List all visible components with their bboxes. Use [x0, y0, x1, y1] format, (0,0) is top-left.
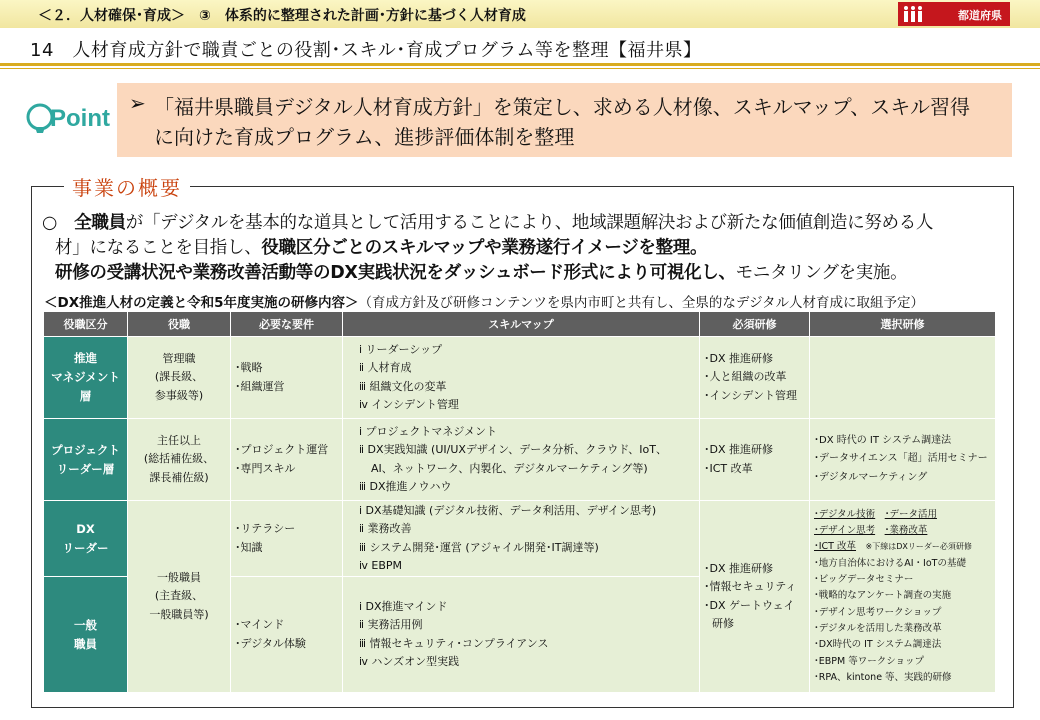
breadcrumb: ＜２．人材確保･育成＞ ③ 体系的に整理された計画･方針に基づく人材育成 [38, 8, 526, 24]
column-header: 必要な要件 [231, 312, 343, 337]
cell-line: DX [76, 521, 95, 536]
table-header-row [44, 312, 996, 337]
underlined-item: ･業務改革 [884, 525, 928, 537]
title-rule-thin [0, 68, 1040, 69]
cell-line: ⅱ 実務活用例 [359, 618, 423, 631]
cell-line: ･専門スキル [235, 461, 296, 475]
cell-line: ⅱ DX実践知識 (UI/UXデザイン、データ分析、クラウド、IoT、 [359, 443, 667, 456]
cell-line: 推進 [74, 351, 97, 365]
footnote: ※下線はDXリーダー必須研修 [865, 542, 972, 552]
table-row [44, 501, 996, 577]
cell-line: 一般職員 [157, 570, 201, 584]
cell-line: リーダー [62, 540, 109, 555]
requirements-cell [231, 501, 343, 577]
overview-paragraph-1 [42, 209, 933, 234]
cell-line: ･ビッグデータセミナー [814, 574, 914, 586]
cell-line: ･デジタルマーケティング [814, 471, 928, 483]
cell-line: 管理職 [162, 351, 196, 365]
emphasis-dashboard: 研修の受講状況や業務改善活動等のDX実践状況をダッシュボード形式により可視化し、 [55, 263, 736, 283]
cell-line: ⅳ ハンズオン型実践 [359, 655, 460, 668]
cell-line: ･マインド [235, 618, 285, 631]
cell-line: 参事級等) [154, 388, 204, 402]
cell-line: 課長補佐級) [149, 470, 209, 484]
category-cell [44, 337, 128, 419]
cell-line: 層 [79, 389, 92, 403]
page-title: 14 人材育成方針で職責ごとの役割･スキル･育成プログラム等を整理【福井県】 [30, 40, 702, 61]
position-cell [128, 501, 231, 693]
optional-training-cell [810, 501, 996, 693]
cell-line: 研修 [712, 617, 734, 630]
cell-line: ⅰ DX推進マインド [359, 599, 448, 613]
cell-line: ⅰ DX基礎知識 (デジタル技術、データ利活用、デザイン思考) [359, 503, 657, 517]
cell-line [814, 523, 991, 539]
requirements-cell [231, 419, 343, 501]
cell-line: ･戦略 [235, 361, 263, 374]
cell-line: ･DX 推進研修 [704, 351, 774, 365]
table-subheading [44, 291, 924, 311]
optional-training-cell [810, 337, 996, 419]
cell-line: (課長級、 [154, 370, 204, 384]
cell-line: ･人と組織の改革 [704, 370, 787, 384]
cell-line: ･知識 [235, 540, 263, 554]
cell-line: 一般職員等) [149, 607, 209, 621]
cell-line: ･DX 時代の IT システム調達法 [814, 434, 952, 446]
category-cell [44, 577, 128, 693]
cell-line: ･プロジェクト運営 [235, 443, 329, 456]
cell-line: マネジメント [51, 370, 120, 384]
badge-label: 都道府県 [958, 9, 1002, 22]
cell-line: ･EBPM 等ワークショップ [814, 655, 925, 667]
underlined-item: ･デザイン思考 [814, 525, 876, 537]
cell-line: ⅲ システム開発･運営 (アジャイル開発･IT調達等) [359, 540, 599, 554]
cell-line: ･リテラシー [235, 522, 296, 535]
cell-line: ⅰ リーダーシップ [359, 342, 443, 356]
requirements-cell [231, 577, 343, 693]
underlined-item: ･ICT 改革 [814, 541, 857, 553]
prefecture-badge [898, 2, 1010, 26]
top-header-bar [0, 0, 1040, 28]
required-training-cell [700, 419, 810, 501]
position-cell [128, 419, 231, 501]
bullet-circle: ○ [42, 213, 75, 233]
cell-line: ･ICT 改革 [704, 461, 753, 475]
point-line-1: 「福井県職員デジタル人材育成方針」を策定し、求める人材像、スキルマップ、スキル習得 [154, 95, 970, 119]
cell-line: ･地方自治体におけるAI・IoTの基礎 [814, 557, 966, 569]
cell-line: リーダー層 [56, 461, 115, 476]
position-cell [128, 337, 231, 419]
point-box [117, 83, 1012, 157]
cell-line: ⅰ プロジェクトマネジメント [359, 424, 498, 438]
emphasis-skill-map: 役職区分ごとのスキルマップや業務遂行イメージを整理。 [261, 238, 708, 258]
cell-line: 主任以上 [157, 433, 201, 447]
cell-line: ⅱ 業務改善 [359, 522, 412, 535]
title-rule [0, 63, 1040, 66]
cell-line: ･DX ゲートウェイ [704, 598, 795, 612]
people-icon [902, 5, 924, 23]
subheading-main: ＜DX推進人材の定義と令和5年度実施の研修内容＞ [44, 295, 359, 311]
table-row [44, 337, 996, 419]
optional-training-cell [810, 419, 996, 501]
cell-line: (総括補佐級、 [143, 452, 215, 466]
category-cell [44, 419, 128, 501]
cell-line: ⅳ インシデント管理 [359, 398, 459, 411]
point-line-2: に向けた育成プログラム、進捗評価体制を整理 [154, 125, 575, 149]
overview-paragraph-3 [55, 259, 907, 284]
cell-line: ⅲ 組織文化の変革 [359, 379, 447, 393]
cell-line: ･デザイン思考ワークショップ [814, 606, 942, 618]
category-cell [44, 501, 128, 577]
column-header: 必須研修 [700, 312, 810, 337]
skillmap-cell [343, 577, 700, 693]
paragraph-text: が「デジタルを基本的な道具として活用することにより、地域課題解決および新たな価値創造に努める人 [125, 213, 934, 233]
cell-line: ･データサイエンス「超」活用セミナー [814, 453, 988, 465]
underlined-item: ･デジタル技術 [814, 508, 876, 520]
cell-line: 職員 [74, 636, 97, 651]
cell-line: ･DX時代の IT システム調達法 [814, 639, 942, 651]
dx-talent-table [43, 311, 996, 693]
required-training-cell [700, 337, 810, 419]
skillmap-cell [343, 337, 700, 419]
column-header: 選択研修 [810, 312, 996, 337]
column-header: スキルマップ [343, 312, 700, 337]
subheading-note: （育成方針及び研修コンテンツを県内市町と共有し、全県的なデジタル人材育成に取組予定） [358, 295, 925, 311]
cell-line: ･戦略的なアンケート調査の実施 [814, 590, 952, 602]
cell-line: ･組織運営 [235, 379, 285, 393]
paragraph-text: 材」になることを目指し、 [55, 238, 262, 258]
cell-line: ⅲ 情報セキュリティ･コンプライアンス [359, 636, 549, 650]
requirements-cell [231, 337, 343, 419]
table-row [44, 419, 996, 501]
cell-line: プロジェクト [51, 442, 120, 457]
cell-line: ･RPA、kintone 等、実践的研修 [814, 671, 952, 683]
cell-line: ･デジタル体験 [235, 636, 306, 650]
cell-line: ･デジタルを活用した業務改革 [814, 622, 942, 634]
cell-line: ･DX 推進研修 [704, 443, 774, 456]
overview-title: 事業の概要 [64, 172, 190, 201]
cell-line: AI、ネットワーク、内製化、デジタルマーケティング等) [371, 461, 648, 475]
cell-line: ･DX 推進研修 [704, 561, 774, 575]
skillmap-cell [343, 419, 700, 501]
cell-line: ⅱ 人材育成 [359, 361, 412, 374]
cell-line [814, 507, 991, 523]
point-logo [26, 95, 112, 139]
cell-line: ⅳ EBPM [359, 559, 403, 572]
arrow-icon: ➢ [129, 91, 146, 115]
column-header: 役職区分 [44, 312, 128, 337]
cell-line: ⅲ DX推進ノウハウ [359, 480, 452, 493]
emphasis-all-staff: 全職員 [74, 213, 126, 233]
cell-line: ･インシデント管理 [704, 388, 798, 402]
skillmap-cell [343, 501, 700, 577]
paragraph-text: モニタリングを実施。 [735, 263, 908, 283]
point-logo-text: Point [50, 105, 110, 132]
underlined-item: ･データ活用 [884, 508, 937, 520]
column-header: 役職 [128, 312, 231, 337]
cell-line: 一般 [74, 617, 97, 632]
cell-line [814, 539, 991, 555]
overview-paragraph-2 [55, 234, 707, 259]
cell-line: (主査級、 [154, 589, 204, 603]
cell-line: ･情報セキュリティ [704, 580, 797, 593]
required-training-cell [700, 501, 810, 693]
